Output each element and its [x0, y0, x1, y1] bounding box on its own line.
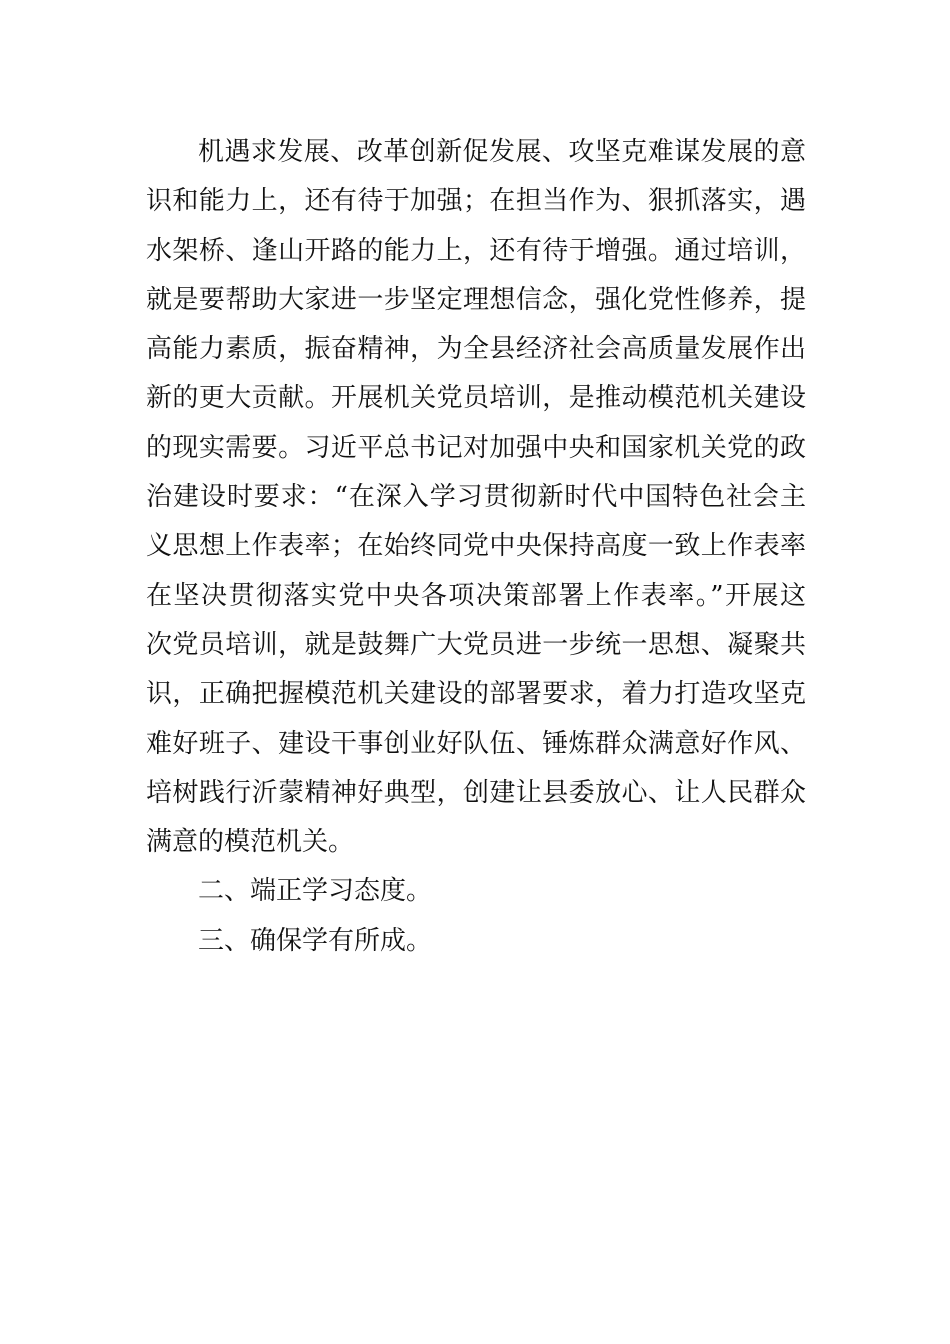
paragraph-line: 水架桥、逢山开路的能力上，还有待于增强。通过培训， [146, 235, 806, 266]
paragraph-line: 在坚决贯彻落实党中央各项决策部署上作表率。”开展这 [146, 580, 806, 611]
paragraph-line: 培树践行沂蒙精神好典型，创建让县委放心、让人民群众 [146, 777, 806, 808]
document-body [146, 128, 806, 966]
paragraph-line: 次党员培训，就是鼓舞广大党员进一步统一思想、凝聚共 [146, 629, 806, 660]
paragraph-line: 义思想上作表率；在始终同党中央保持高度一致上作表率 [146, 531, 806, 562]
paragraph-line: 的现实需要。习近平总书记对加强中央和国家机关党的政 [146, 432, 806, 463]
section-heading-2: 二、端正学习态度。 [198, 876, 433, 907]
paragraph-line: 新的更大贡献。开展机关党员培训，是推动模范机关建设 [146, 383, 806, 414]
paragraph-line: 难好班子、建设干事创业好队伍、锤炼群众满意好作风、 [146, 728, 806, 759]
paragraph-line: 机遇求发展、改革创新促发展、攻坚克难谋发展的意 [198, 137, 806, 167]
section-heading-3: 三、确保学有所成。 [198, 925, 433, 956]
paragraph-line: 高能力素质，振奋精神，为全县经济社会高质量发展作出 [146, 334, 806, 365]
paragraph-line: 识和能力上，还有待于加强；在担当作为、狠抓落实，遇 [146, 186, 806, 217]
paragraph-line: 识，正确把握模范机关建设的部署要求，着力打造攻坚克 [146, 679, 806, 710]
paragraph-line: 就是要帮助大家进一步坚定理想信念，强化党性修养，提 [146, 284, 806, 315]
paragraph-line: 治建设时要求：“在深入学习贯彻新时代中国特色社会主 [146, 482, 806, 513]
paragraph-line: 满意的模范机关。 [146, 827, 355, 858]
